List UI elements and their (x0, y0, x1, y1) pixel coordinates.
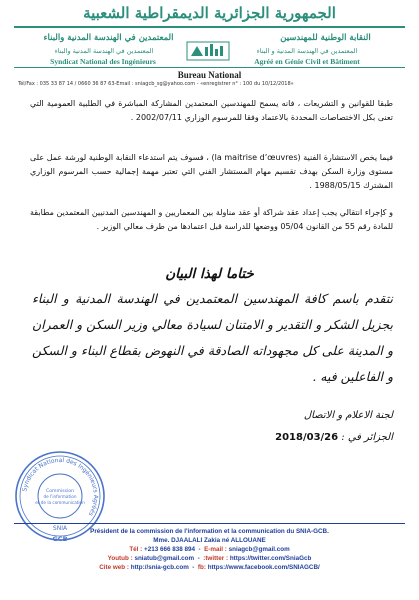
footer-role: Président de la commission de l'information et la communication du SNIA-GCB. (90, 528, 329, 535)
org-accreditation-fr: Agréé en Génie Civil et Bâtiment (254, 57, 360, 66)
twitter-link[interactable]: https://twitter.com/SniaGcb (229, 555, 312, 562)
stamp-center-line-1: Commission (45, 489, 75, 494)
date-prefix: الجزائر في : (341, 432, 393, 443)
republic-title: الجمهورية الجزائرية الديمقراطية الشعبية (83, 4, 336, 22)
phone-number: +213 666 838 894 (144, 546, 195, 553)
org-name-ar-right: النقابة الوطنية للمهندسين (280, 33, 371, 43)
footer-person: Mme. DJAALALI Zakia né ALLOUANE (153, 537, 266, 544)
footer-rule (14, 523, 405, 524)
closing-text: نتقدم باسم كافة المهندسين المعتمدين في الهندسة المدنية و البناء بجزيل الشكر و التقدير و الامتنان لسيادة معالي وزير السكن و العمران و المدينة على كل مجهوداته الصادقة في النهوض بقطاع البناء و السكن و الفاعلين فيه . (32, 291, 393, 384)
website-link[interactable]: http://snia-gcb.com (130, 564, 189, 571)
date-line (275, 432, 393, 443)
org-name-ar-left: المعتمدين في الهندسة المدنية والبناء (43, 33, 174, 43)
bureau-title: Bureau National (177, 70, 242, 80)
committee-name: لجنة الاعلام و الاتصال (303, 410, 393, 421)
paragraph-1: طبقا للقوانين و التشريعات ، فانه يسمح للمهندسين المعتمدين المشاركة المباشرة في الطلبية العمومية التي تعنى بكل الاختصاصات المحددة بالاعتماد وفقا للمرسوم الوزاري 2002/07/11 . (30, 99, 393, 122)
letterhead (0, 0, 419, 86)
footer-web: Cite web : http://snia-gcb.com - fb: https://www.facebook.com/SNIAGCB/ (99, 564, 320, 571)
date-value: 2018/03/26 (275, 432, 339, 443)
stamp-ring-text: Syndicat National des Ingénieurs Agréés (21, 456, 100, 518)
header-rule-top (14, 26, 405, 28)
footer-phone-email: Tél : +213 666 838 894 - E-mail : sniagcb@gmail.com (129, 546, 290, 553)
org-name-fr: Syndicat National des Ingénieurs (50, 57, 156, 66)
facebook-link[interactable]: https://www.facebook.com/SNIAGCB/ (207, 564, 320, 571)
stamp-center-line-2: de l'information (43, 494, 77, 499)
stamp-center-line-3: et de la communication (35, 500, 85, 505)
org-subtitle-ar-right: المعتمدين في الهندسة المدنية و البناء (256, 47, 358, 55)
closing-title: ختاما لهذا البيان (165, 266, 254, 282)
paragraph-3: و كإجراء انتقالي يجب إعداد عقد شراكة أو عقد مناولة بين المعماريين و المهندسين المدنيين المعتمدين مطابقة للمادة رقم 55 من القانون 05/04 ووضعها للدراسة قبل اعتمادها من طرف معالي الوزير . (30, 208, 393, 231)
paragraph-2: فيما يخص الاستشارة الفنية (la maitrise d’œuvres) ، فسوف يتم استدعاء النقابة الوطنية لورشة عمل على مستوى وزارة السكن بهدف تقسيم مهام المستشار الفني التي تعتبر مهمة إجمالية حسب المرسوم الوزاري المشترك 1988/05/15 . (30, 153, 394, 190)
stamp-bottom-text: SNIA (52, 525, 68, 532)
footer-social: Youtub : sniatub@gmail.com - :twitter : https://twitter.com/SniaGcb (107, 555, 312, 562)
footer (0, 527, 419, 572)
youtube-link[interactable]: sniatub@gmail.com (134, 555, 195, 562)
org-subtitle-ar-left: المعتمدين في الهندسة المدنية والبناء (54, 47, 154, 55)
header-rule-bottom (14, 67, 405, 68)
email-link[interactable]: sniagcb@gmail.com (228, 546, 290, 553)
contact-line: Tél/Fax : 035 33 87 14 / 0660 36 87 63-Email : sniagcb_sg@yahoo.com - «enregistrer n° : 100 du 10/12/2018» (18, 81, 294, 87)
stamp-code: GCB (52, 535, 68, 543)
